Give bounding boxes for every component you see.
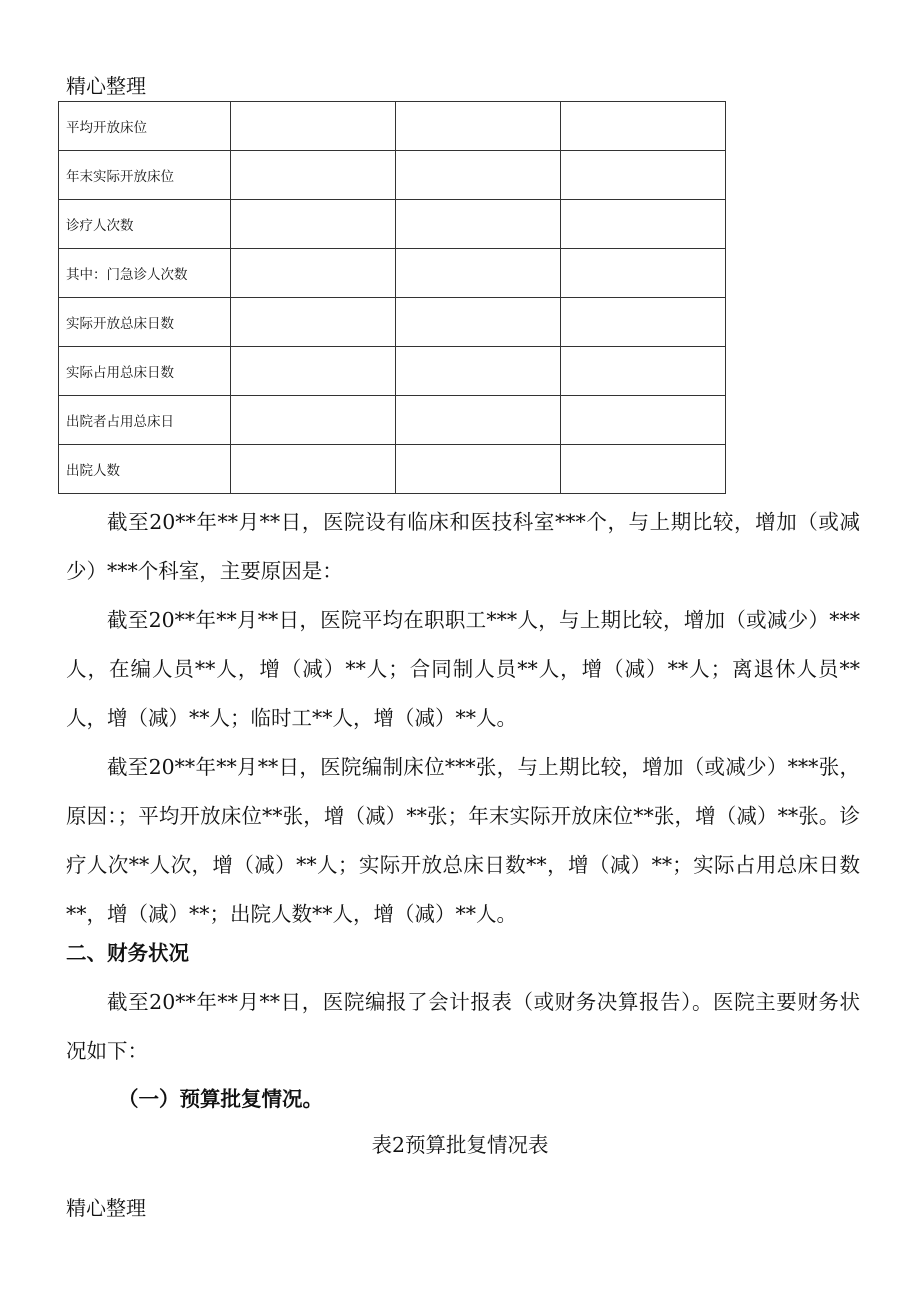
table-cell [231, 249, 396, 298]
table-row [59, 298, 726, 347]
row-label: 实际开放总床日数 [59, 298, 231, 347]
table-cell [231, 102, 396, 151]
table-cell [561, 445, 726, 494]
section-title: 二、财务状况 [66, 941, 189, 965]
table-cell [231, 347, 396, 396]
paragraph-staff: 截至20**年**月**日，医院平均在职职工***人，与上期比较，增加（或减少）***人，在编人员**人，增（减）**人；合同制人员**人，增（减）**人；离退休人员**人，增（减）**人；临时工**人，增（减）**人。 [66, 608, 860, 730]
row-label: 实际占用总床日数 [59, 347, 231, 396]
table-row [59, 102, 726, 151]
body-text [66, 498, 860, 939]
table-row [59, 151, 726, 200]
paragraph-departments: 截至20**年**月**日，医院设有临床和医技科室***个，与上期比较，增加（或减少）***个科室，主要原因是： [66, 510, 860, 583]
table-cell [396, 298, 561, 347]
row-label: 出院者占用总床日 [59, 396, 231, 445]
table-row [59, 200, 726, 249]
paragraph-finance: 截至20**年**月**日，医院编报了会计报表（或财务决算报告）。医院主要财务状况如下： [66, 990, 860, 1063]
table-cell [561, 200, 726, 249]
page-header: 精心整理 [66, 74, 146, 98]
table-cell [231, 396, 396, 445]
table-cell [231, 151, 396, 200]
row-label: 其中：门急诊人次数 [59, 249, 231, 298]
table-cell [231, 200, 396, 249]
table-cell [561, 298, 726, 347]
table-cell [396, 396, 561, 445]
row-label: 平均开放床位 [59, 102, 231, 151]
table-cell [561, 396, 726, 445]
table-cell [396, 347, 561, 396]
table-caption: 表2预算批复情况表 [371, 1133, 549, 1157]
finance-text [66, 978, 860, 1076]
table-cell [561, 347, 726, 396]
table-cell [396, 151, 561, 200]
table-cell [396, 102, 561, 151]
row-label: 年末实际开放床位 [59, 151, 231, 200]
table-row [59, 396, 726, 445]
table-cell [396, 249, 561, 298]
table-row [59, 445, 726, 494]
row-label: 出院人数 [59, 445, 231, 494]
table-cell [561, 151, 726, 200]
table-cell [561, 102, 726, 151]
page-footer: 精心整理 [66, 1196, 146, 1220]
statistics-table [58, 101, 726, 494]
table-cell [561, 249, 726, 298]
table-row [59, 347, 726, 396]
table-cell [231, 298, 396, 347]
table-row [59, 249, 726, 298]
subsection-title: （一）预算批复情况。 [118, 1087, 323, 1111]
table-cell [231, 445, 396, 494]
paragraph-beds: 截至20**年**月**日，医院编制床位***张，与上期比较，增加（或减少）***张，原因：；平均开放床位**张，增（减）**张；年末实际开放床位**张，增（减）**张。诊疗人次**人次，增（减）**人；实际开放总床日数**，增（减）**；实际占用总床日数**，增（减）**；出院人数**人，增（减）**人。 [66, 755, 860, 926]
row-label: 诊疗人次数 [59, 200, 231, 249]
table-cell [396, 200, 561, 249]
table-cell [396, 445, 561, 494]
